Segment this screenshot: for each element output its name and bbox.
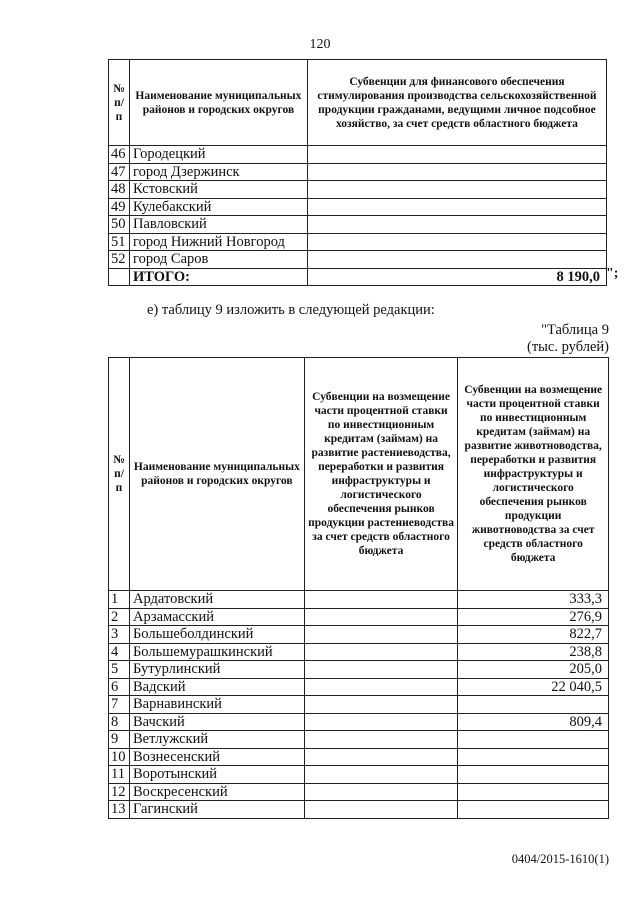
district-name: Варнавинский bbox=[129, 696, 304, 714]
page-number: 120 bbox=[309, 37, 331, 52]
subsidy-livestock-value: 22 040,5 bbox=[458, 678, 609, 696]
table-row bbox=[109, 783, 609, 801]
subsidy-crops-value bbox=[304, 713, 458, 731]
table-row bbox=[109, 233, 607, 251]
row-number: 9 bbox=[109, 731, 130, 749]
row-number: 2 bbox=[109, 608, 130, 626]
subsidy-crops-value bbox=[304, 678, 458, 696]
table-row bbox=[109, 643, 609, 661]
subsidy-crops-value bbox=[304, 608, 458, 626]
header-district-name: Наименование муниципальных районов и городских округов bbox=[129, 60, 307, 146]
subsidy-value bbox=[307, 251, 606, 269]
table-row bbox=[109, 713, 609, 731]
row-number: 50 bbox=[109, 216, 130, 234]
subsidy-crops-value bbox=[304, 783, 458, 801]
subsidy-livestock-value: 809,4 bbox=[458, 713, 609, 731]
header-row-number: № п/п bbox=[109, 60, 130, 146]
subsidy-value bbox=[307, 216, 606, 234]
district-name: Большеболдинский bbox=[129, 626, 304, 644]
closing-quote: "; bbox=[606, 266, 619, 281]
row-number: 5 bbox=[109, 661, 130, 679]
district-name: Большемурашкинский bbox=[129, 643, 304, 661]
district-name: Гагинский bbox=[129, 801, 304, 819]
row-number: 13 bbox=[109, 801, 130, 819]
subsidy-table-9 bbox=[108, 357, 609, 819]
district-name: Павловский bbox=[129, 216, 307, 234]
subsidy-livestock-value: 276,9 bbox=[458, 608, 609, 626]
row-number: 48 bbox=[109, 181, 130, 199]
row-number: 49 bbox=[109, 198, 130, 216]
row-number: 52 bbox=[109, 251, 130, 269]
table-row bbox=[109, 748, 609, 766]
district-name: Воскресенский bbox=[129, 783, 304, 801]
subsidy-crops-value bbox=[304, 801, 458, 819]
row-number: 47 bbox=[109, 163, 130, 181]
subsidy-crops-value bbox=[304, 766, 458, 784]
row-number: 3 bbox=[109, 626, 130, 644]
district-name: Арзамасский bbox=[129, 608, 304, 626]
header-row-number: № п/п bbox=[109, 358, 130, 591]
table-row bbox=[109, 146, 607, 164]
table-row bbox=[109, 163, 607, 181]
district-name: Бутурлинский bbox=[129, 661, 304, 679]
subsidy-livestock-value bbox=[458, 748, 609, 766]
subsidy-livestock-value: 205,0 bbox=[458, 661, 609, 679]
district-name: Кстовский bbox=[129, 181, 307, 199]
header-subsidy-livestock: Субвенции на возмещение части процентной ставки по инвестиционным кредитам (займам) на развитие животноводства, переработки и развития инфраструктуры и логистического обеспечения рынков продукции животноводства за счет средств областного бюджета bbox=[458, 358, 609, 591]
district-name: Вачский bbox=[129, 713, 304, 731]
table-row bbox=[109, 181, 607, 199]
subsidy-value bbox=[307, 198, 606, 216]
district-name: Городецкий bbox=[129, 146, 307, 164]
district-name: Вадский bbox=[129, 678, 304, 696]
row-number: 51 bbox=[109, 233, 130, 251]
subsidy-crops-value bbox=[304, 696, 458, 714]
row-number: 7 bbox=[109, 696, 130, 714]
subsidy-livestock-value bbox=[458, 766, 609, 784]
table-row bbox=[109, 608, 609, 626]
row-number: 6 bbox=[109, 678, 130, 696]
subsidy-crops-value bbox=[304, 626, 458, 644]
subsidy-value bbox=[307, 181, 606, 199]
district-name: Ардатовский bbox=[129, 591, 304, 609]
table-row bbox=[109, 678, 609, 696]
table-row bbox=[109, 696, 609, 714]
district-name: Вознесенский bbox=[129, 748, 304, 766]
subsidy-value bbox=[307, 146, 606, 164]
table-header-row bbox=[109, 60, 607, 146]
subsidy-livestock-value bbox=[458, 696, 609, 714]
table-header-row bbox=[109, 358, 609, 591]
district-name: Воротынский bbox=[129, 766, 304, 784]
subsidy-crops-value bbox=[304, 731, 458, 749]
subsidy-livestock-value bbox=[458, 731, 609, 749]
table-row bbox=[109, 591, 609, 609]
subsidy-crops-value bbox=[304, 661, 458, 679]
subsidy-livestock-value bbox=[458, 783, 609, 801]
district-name: город Саров bbox=[129, 251, 307, 269]
total-row bbox=[109, 268, 607, 286]
row-number: 10 bbox=[109, 748, 130, 766]
subsidy-livestock-value: 238,8 bbox=[458, 643, 609, 661]
table-row bbox=[109, 766, 609, 784]
row-number: 4 bbox=[109, 643, 130, 661]
subsidy-livestock-value: 822,7 bbox=[458, 626, 609, 644]
row-number: 11 bbox=[109, 766, 130, 784]
district-name: Кулебакский bbox=[129, 198, 307, 216]
table-row bbox=[109, 661, 609, 679]
table-row bbox=[109, 731, 609, 749]
header-subsidy-household: Субвенции для финансового обеспечения стимулирования производства сельскохозяйственной продукции гражданами, ведущими личное подсобное хозяйство, за счет средств областного бюджета bbox=[307, 60, 606, 146]
row-number: 1 bbox=[109, 591, 130, 609]
table-row bbox=[109, 801, 609, 819]
subsidy-table-continued bbox=[108, 59, 607, 286]
header-district-name: Наименование муниципальных районов и городских округов bbox=[129, 358, 304, 591]
instruction-text: е) таблицу 9 изложить в следующей редакции: bbox=[147, 302, 435, 318]
subsidy-livestock-value bbox=[458, 801, 609, 819]
row-number: 8 bbox=[109, 713, 130, 731]
row-number: 12 bbox=[109, 783, 130, 801]
subsidy-crops-value bbox=[304, 591, 458, 609]
row-number: 46 bbox=[109, 146, 130, 164]
district-name: Ветлужский bbox=[129, 731, 304, 749]
subsidy-value bbox=[307, 163, 606, 181]
subsidy-crops-value bbox=[304, 643, 458, 661]
total-value: 8 190,0 bbox=[307, 268, 606, 286]
total-label: ИТОГО: bbox=[129, 268, 307, 286]
subsidy-value bbox=[307, 233, 606, 251]
district-name: город Нижний Новгород bbox=[129, 233, 307, 251]
table-row bbox=[109, 216, 607, 234]
table-row bbox=[109, 251, 607, 269]
table-units: (тыс. рублей) bbox=[527, 339, 609, 355]
header-subsidy-crops: Субвенции на возмещение части процентной ставки по инвестиционным кредитам (займам) на развитие растениеводства, переработки и развития инфраструктуры и логистического обеспечения рынков продукции растениеводства за счет средств областного бюджета bbox=[304, 358, 458, 591]
document-code: 0404/2015-1610(1) bbox=[511, 852, 609, 866]
table-row bbox=[109, 198, 607, 216]
table-row bbox=[109, 626, 609, 644]
total-empty-cell bbox=[109, 268, 130, 286]
district-name: город Дзержинск bbox=[129, 163, 307, 181]
subsidy-livestock-value: 333,3 bbox=[458, 591, 609, 609]
table-title: "Таблица 9 bbox=[541, 322, 609, 338]
subsidy-crops-value bbox=[304, 748, 458, 766]
